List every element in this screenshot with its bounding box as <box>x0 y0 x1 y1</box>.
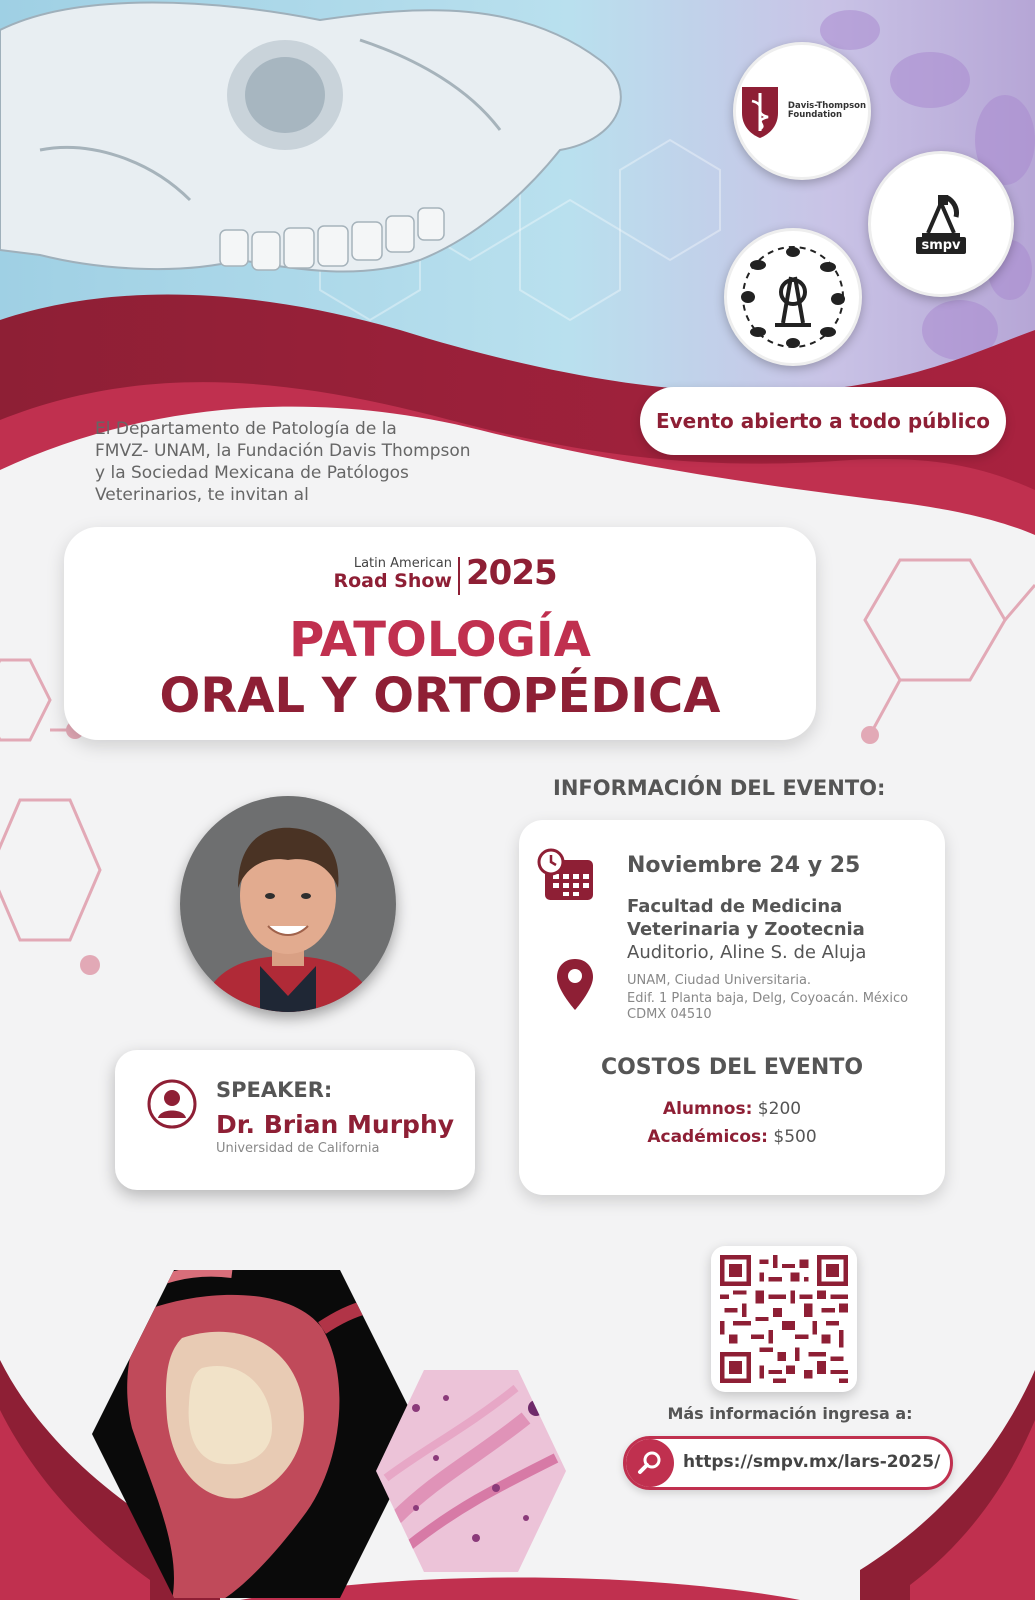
dtf-name-line2: Foundation <box>787 110 842 120</box>
venue-line3: Auditorio, Aline S. de Aluja <box>627 942 867 963</box>
roadshow-road: Road Show <box>333 570 452 592</box>
animals-microscope-icon <box>733 237 853 357</box>
map-pin-icon <box>555 957 595 1012</box>
speaker-name: Dr. Brian Murphy <box>216 1110 455 1139</box>
venue-line2: Veterinaria y Zootecnia <box>627 919 865 940</box>
address-line2: Edif. 1 Planta baja, Delg, Coyoacán. México <box>627 991 909 1006</box>
smpv-acronym: smpv <box>916 237 965 254</box>
intro-line-4: Veterinarios, te invitan al <box>95 485 309 505</box>
url-text[interactable]: https://smpv.mx/lars-2025/ <box>683 1452 941 1472</box>
smpv-logo <box>868 151 1014 297</box>
speaker-photo <box>180 796 396 1012</box>
cost-academics-label: Académicos: <box>647 1127 768 1147</box>
microscope-icon <box>914 195 968 237</box>
costs-heading: COSTOS DEL EVENTO <box>600 1055 864 1080</box>
cost-students-label: Alumnos: <box>662 1099 753 1119</box>
public-event-badge: Evento abierto a todo público <box>640 387 1006 455</box>
intro-line-2: FMVZ- UNAM, la Fundación Davis Thompson <box>95 441 471 461</box>
calendar-clock-icon <box>537 848 597 902</box>
patologia-logo <box>724 228 862 366</box>
speaker-label: SPEAKER: <box>216 1078 333 1102</box>
histology-image <box>376 1368 566 1574</box>
url-search-button[interactable] <box>626 1439 674 1487</box>
more-info-label: Más información ingresa a: <box>667 1404 913 1423</box>
event-title-line2: ORAL Y ORTOPÉDICA <box>159 668 721 724</box>
intro-line-3: y la Sociedad Mexicana de Patólogos <box>95 463 409 483</box>
event-date: Noviembre 24 y 25 <box>627 853 861 878</box>
davis-thompson-logo <box>733 42 871 180</box>
intro-text <box>95 418 515 506</box>
caduceus-shield-icon <box>738 83 782 139</box>
person-icon <box>146 1078 198 1130</box>
cost-academics-price: $500 <box>767 1127 817 1147</box>
roadshow-year: 2025 <box>466 553 557 593</box>
gross-specimen-image <box>92 1268 422 1600</box>
search-icon <box>636 1449 664 1477</box>
cost-academics <box>519 1127 945 1147</box>
cost-students-price: $200 <box>752 1099 802 1119</box>
address-line1: UNAM, Ciudad Universitaria. <box>627 973 812 988</box>
event-title-line1: PATOLOGÍA <box>289 612 591 668</box>
qr-code[interactable] <box>711 1246 857 1392</box>
speaker-organization: Universidad de California <box>216 1141 380 1156</box>
address-line3: CDMX 04510 <box>627 1007 712 1022</box>
venue-line1: Facultad de Medicina <box>627 896 843 917</box>
info-heading: INFORMACIÓN DEL EVENTO: <box>553 776 886 800</box>
roadshow-latin: Latin American <box>353 556 452 571</box>
cost-students <box>519 1099 945 1119</box>
intro-line-1: El Departamento de Patología de la <box>95 419 397 439</box>
dtf-name-line1: Davis-Thompson <box>787 100 867 111</box>
roadshow-divider <box>458 557 460 595</box>
